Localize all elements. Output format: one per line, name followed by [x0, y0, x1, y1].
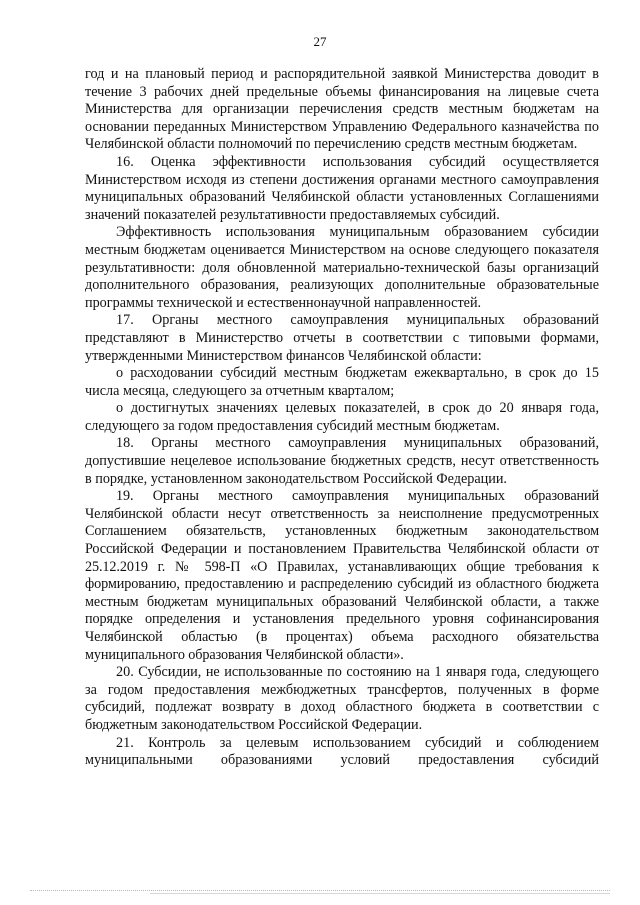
paragraph-17-item-expenses: о расходовании субсидий местным бюджетам ежеквартально, в срок до 15 числа месяца, следующего за отчетным кварталом;	[85, 365, 599, 399]
bottom-scan-rule	[30, 890, 610, 891]
paragraph-19: 19. Органы местного самоуправления муниципальных образований Челябинской области несут ответственность за неисполнение предусмотренных Соглашением обязательств, установленных бюджетным законодательством Российской Федерации и постановлением Правительства Челябинской области от 25.12.2019 г. № 598-П «О Правилах, устанавливающих общие требования к формированию, предоставлению и распределению субсидий из областного бюджета местным бюджетам муниципальных образований Челябинской области, а также порядке определения и установления предельного уровня софинансирования Челябинской областью (в процентах) объема расходного обязательства муниципального образования Челябинской области».	[85, 488, 599, 663]
paragraph-18: 18. Органы местного самоуправления муниципальных образований, допустившие нецелевое использование бюджетных средств, несут ответственность в порядке, установленном законодательством Российской Федерации.	[85, 435, 599, 487]
paragraph-17-item-indicators: о достигнутых значениях целевых показателей, в срок до 20 января года, следующего за годом предоставления субсидий местным бюджетам.	[85, 400, 599, 434]
paragraph-21: 21. Контроль за целевым использованием субсидий и соблюдением муниципальными образованиями условий предоставления субсидий	[85, 734, 599, 769]
document-body	[85, 66, 599, 770]
paragraph-continuation: год и на плановый период и распорядительной заявкой Министерства доводит в течение 3 рабочих дней предельные объемы финансирования на лицевые счета Министерства для организации перечисления средств местным бюджетам на основании переданных Министерством Управлению Федерального казначейства по Челябинской области полномочий по перечислению средств местным бюджетам.	[85, 66, 599, 153]
page-number: 27	[313, 34, 327, 49]
bottom-scan-rule	[150, 893, 610, 894]
paragraph-20: 20. Субсидии, не использованные по состоянию на 1 января года, следующего за годом предоставления межбюджетных трансфертов, полученных в форме субсидий, подлежат возврату в доход областного бюджета в соответствии с бюджетным законодательством Российской Федерации.	[85, 664, 599, 733]
paragraph-16: 16. Оценка эффективности использования субсидий осуществляется Министерством исходя из степени достижения органами местного самоуправления муниципальных образований Челябинской области установленных Соглашениями значений показателей результативности предоставляемых субсидий.	[85, 153, 599, 223]
paragraph-efficiency: Эффективность использования муниципальным образованием субсидии местным бюджетам оценивается Министерством на основе следующего показателя результативности: доля обновленной материально-технической базы организаций дополнительного образования, реализующих дополнительные образовательные программы технической и естественнонаучной направленностей.	[85, 224, 599, 311]
paragraph-17: 17. Органы местного самоуправления муниципальных образований представляют в Министерство отчеты в соответствии с типовыми формами, утвержденными Министерством финансов Челябинской области:	[85, 312, 599, 364]
